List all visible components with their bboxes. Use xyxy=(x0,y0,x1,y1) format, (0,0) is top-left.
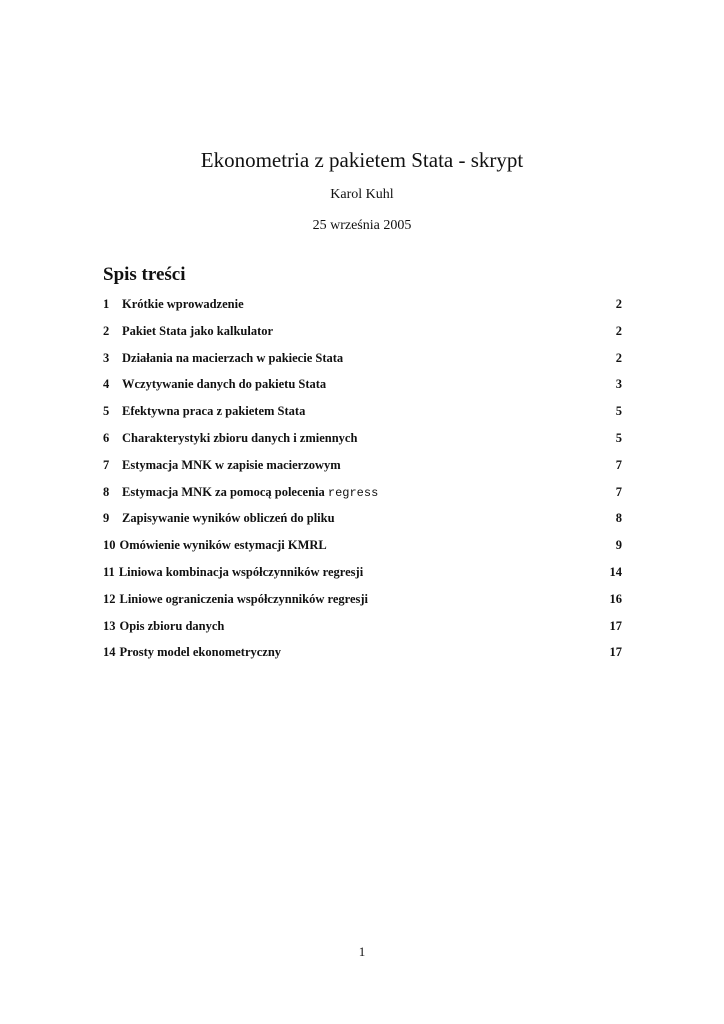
toc-entry-title: Omówienie wyników estymacji KMRL xyxy=(119,538,327,553)
toc-entry-number: 4 xyxy=(103,377,110,392)
toc-entry-title: Charakterystyki zbioru danych i zmiennych xyxy=(122,430,358,445)
toc-entry-number: 14 xyxy=(103,645,116,660)
toc-entry[interactable] xyxy=(103,482,622,509)
toc-entry-number: 8 xyxy=(103,484,110,499)
toc-entry-page: 14 xyxy=(609,564,622,579)
toc-entry-title: Liniowa kombinacja współczynników regresji xyxy=(118,564,364,579)
toc-entry-title: Zapisywanie wyników obliczeń do pliku xyxy=(122,511,335,526)
toc-entry-page: 8 xyxy=(615,511,622,526)
toc-heading: Spis treści xyxy=(103,264,186,285)
toc-entry-number: 12 xyxy=(103,591,116,606)
toc-entry-title: Krótkie wprowadzenie xyxy=(122,297,244,311)
toc-entry[interactable] xyxy=(103,401,622,428)
table-of-contents xyxy=(103,294,622,669)
toc-entry-page: 17 xyxy=(609,618,622,633)
toc-entry[interactable] xyxy=(103,428,622,455)
toc-entry[interactable] xyxy=(103,294,622,321)
toc-entry-title: Prosty model ekonometryczny xyxy=(119,645,282,660)
toc-entry-title xyxy=(122,482,598,503)
toc-entry-page: 7 xyxy=(615,457,622,472)
toc-entry-page: 5 xyxy=(615,404,622,419)
toc-entry-number: 10 xyxy=(103,538,116,553)
toc-entry[interactable] xyxy=(103,642,622,669)
toc-entry-page: 7 xyxy=(615,484,622,499)
toc-entry-number: 3 xyxy=(103,350,110,365)
toc-entry[interactable] xyxy=(103,535,622,562)
toc-entry-page: 17 xyxy=(609,645,622,660)
toc-entry-page: 16 xyxy=(609,591,622,606)
toc-entry[interactable] xyxy=(103,374,622,401)
toc-entry-number: 6 xyxy=(103,430,110,445)
document-date: 25 września 2005 xyxy=(312,218,412,233)
toc-entry-page: 9 xyxy=(615,538,622,553)
toc-entry[interactable] xyxy=(103,562,622,589)
toc-entry-number: 1 xyxy=(103,297,110,311)
toc-entry-title-text: Estymacja MNK za pomocą polecenia xyxy=(122,484,325,499)
document-author: Karol Kuhl xyxy=(330,187,394,202)
toc-entry-page: 2 xyxy=(615,297,622,311)
toc-entry-title: Liniowe ograniczenia współczynników regresji xyxy=(119,591,368,606)
toc-entry-page: 3 xyxy=(615,377,622,392)
toc-entry[interactable] xyxy=(103,589,622,616)
toc-entry[interactable] xyxy=(103,348,622,375)
toc-entry[interactable] xyxy=(103,508,622,535)
toc-entry-number: 7 xyxy=(103,457,110,472)
toc-entry-title: Działania na macierzach w pakiecie Stata xyxy=(122,350,344,365)
toc-entry-title: Estymacja MNK w zapisie macierzowym xyxy=(122,457,341,472)
toc-entry-number: 5 xyxy=(103,404,110,419)
toc-entry-title: Opis zbioru danych xyxy=(119,618,225,633)
toc-entry-title: Efektywna praca z pakietem Stata xyxy=(122,404,306,419)
toc-entry-title: Wczytywanie danych do pakietu Stata xyxy=(122,377,327,392)
toc-entry[interactable] xyxy=(103,616,622,643)
toc-entry[interactable] xyxy=(103,321,622,348)
toc-entry-page: 2 xyxy=(615,350,622,365)
toc-entry-number: 13 xyxy=(103,618,116,633)
toc-entry-page: 2 xyxy=(615,323,622,338)
toc-entry[interactable] xyxy=(103,455,622,482)
toc-entry-number: 11 xyxy=(103,564,115,579)
toc-entry-title-code: regress xyxy=(327,485,379,500)
toc-entry-page: 5 xyxy=(615,430,622,445)
toc-entry-number: 2 xyxy=(103,323,110,338)
toc-entry-number: 9 xyxy=(103,511,110,526)
toc-entry-title: Pakiet Stata jako kalkulator xyxy=(122,323,274,338)
page-number: 1 xyxy=(358,944,366,959)
document-title: Ekonometria z pakietem Stata - skrypt xyxy=(200,148,524,172)
